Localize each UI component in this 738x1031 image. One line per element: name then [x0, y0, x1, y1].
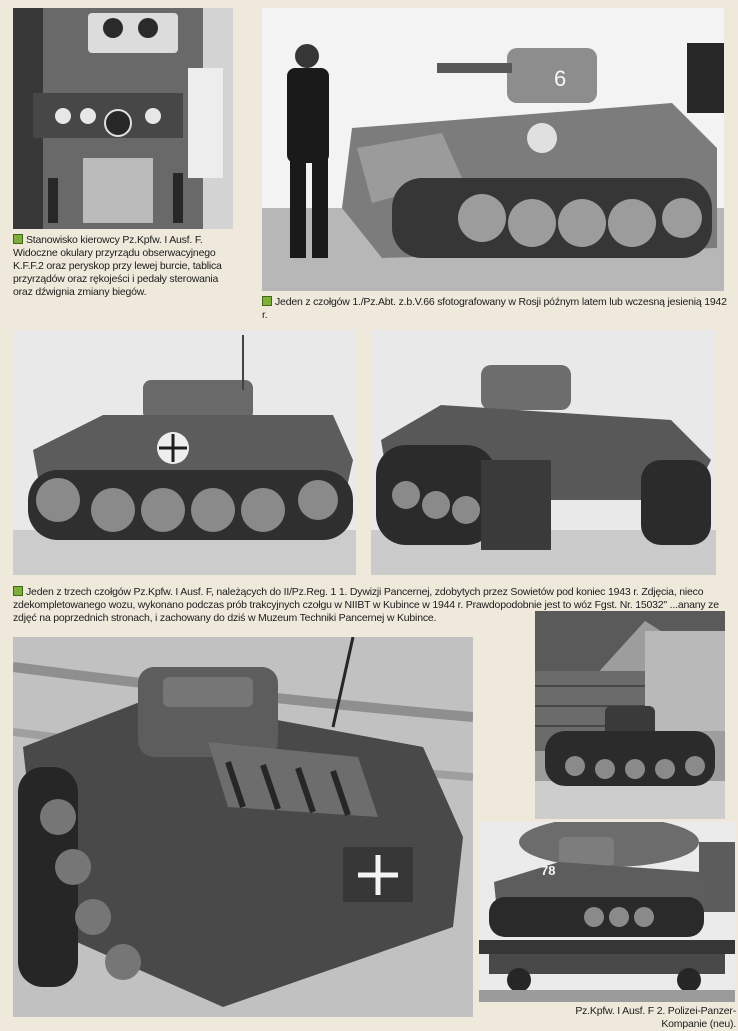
- caption-text: Jeden z trzech czołgów Pz.Kpfw. I Ausf. F, należących do II/Pz.Reg. 1 1. Dywizji Pancernej, zdobytych przez Sowietów pod koniec 1943 r. Zdjęcia, nieco zdekompletowanego wozu, wykonano podczas prób trakcyjnych czołgu w NIIBT w Kubince w 1944 r. Prawdopodobnie jest to wóz Fgst. Nr. 15032" ...anany ze zdjęć na poprzednich stronach, i zachowany do dziś w Muzeum Techniki Pancernej w Kubince.: [13, 586, 719, 624]
- caption-marker-icon: [262, 296, 272, 306]
- caption-marker-icon: [13, 234, 23, 244]
- turret-number: 6: [554, 66, 567, 91]
- photo-captured-tank-front: [371, 330, 716, 575]
- caption-driver-station: [13, 234, 235, 299]
- captured-tank-side-illustration: [13, 330, 356, 575]
- tank-overhead-illustration: [13, 637, 473, 1017]
- photo-tank-on-railcar: [479, 822, 735, 1002]
- photo-tank-by-building: [535, 611, 725, 819]
- caption-text: Stanowisko kierowcy Pz.Kpfw. I Ausf. F. Widoczne okulary przyrządu obserwacyjnego K.F.F.2 oraz peryskop przy lewej burcie, tablica przyrządów oraz rękojeści i pedały sterowania oraz dźwignia zmiany biegów.: [13, 234, 222, 298]
- caption-text: Jeden z czołgów 1./Pz.Abt. z.b.V.66 sfotografowany w Rosji późnym latem lub wczesną jesienią 1942 r.: [262, 296, 727, 321]
- caption-text: Pz.Kpfw. I Ausf. F 2. Polizei-Panzer-Kompanie (neu).: [575, 1005, 736, 1030]
- photo-tank-overhead: [13, 637, 473, 1017]
- photo-captured-tank-side: [13, 330, 356, 575]
- photo-tank-with-crewman: [262, 8, 724, 291]
- caption-marker-icon: [13, 586, 23, 596]
- tank-crewman-illustration: [262, 8, 724, 291]
- tank-building-illustration: [535, 611, 725, 819]
- tank-railcar-illustration: [479, 822, 735, 1002]
- turret-number: 78: [541, 863, 556, 878]
- caption-tank-with-crewman: [262, 296, 732, 322]
- captured-tank-front-illustration: [371, 330, 716, 575]
- driver-station-illustration: [13, 8, 233, 229]
- caption-police-company: [530, 1005, 736, 1031]
- photo-driver-station: [13, 8, 233, 229]
